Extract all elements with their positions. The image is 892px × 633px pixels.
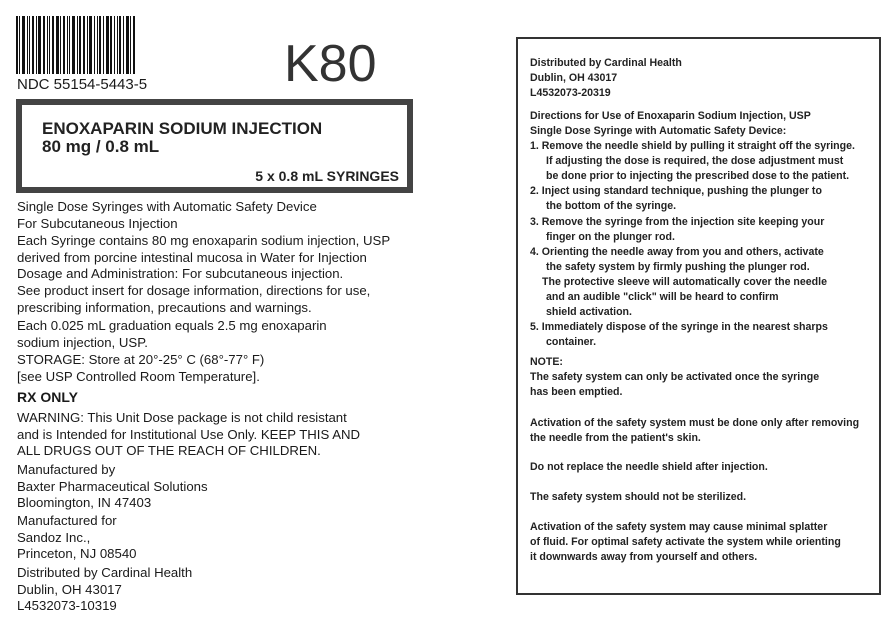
- text-line: shield activation.: [546, 306, 632, 319]
- barcode-bar: [29, 16, 30, 74]
- text-line: Dublin, OH 43017: [530, 72, 618, 85]
- barcode-bar: [133, 16, 135, 74]
- barcode-bar: [89, 16, 92, 74]
- text-line: Dublin, OH 43017: [17, 581, 122, 597]
- text-line: be done prior to injecting the prescribed dose to the patient.: [546, 170, 850, 183]
- barcode-bar: [43, 16, 45, 74]
- text-line: Activation of the safety system must be done only after removing: [530, 417, 860, 429]
- text-line: the safety system by firmly pushing the plunger rod.: [546, 260, 810, 273]
- text-line: Bloomington, IN 47403: [17, 495, 152, 510]
- product-title-box: [16, 99, 413, 193]
- text-line: Manufactured by: [17, 462, 116, 477]
- barcode-bar: [119, 16, 121, 74]
- directions-box: [516, 37, 881, 595]
- text-line: L4532073-10319: [17, 598, 117, 613]
- barcode-bar: [130, 16, 131, 74]
- barcode-bar: [83, 16, 85, 74]
- barcode-bar: [22, 16, 25, 74]
- text-line: STORAGE: Store at 20°-25° C (68°-77° F): [17, 352, 265, 367]
- text-line: Activation of the safety system may cause minimal splatter: [530, 521, 828, 533]
- text-line: it downwards away from yourself and others.: [530, 551, 758, 564]
- text-line: Each 0.025 mL graduation equals 2.5 mg enoxaparin: [17, 318, 327, 333]
- text-line: Princeton, NJ 08540: [17, 546, 137, 561]
- text-line: If adjusting the dose is required, the dose adjustment must: [546, 155, 844, 168]
- barcode-bar: [106, 16, 109, 74]
- text-line: NOTE:: [530, 356, 563, 368]
- text-line: Each Syringe contains 80 mg enoxaparin sodium injection, USP: [17, 233, 391, 248]
- barcode-bar: [117, 16, 118, 74]
- barcode-bar: [56, 16, 59, 74]
- barcode-bar: [114, 16, 115, 74]
- barcode-bar: [69, 16, 70, 74]
- barcode-bar: [67, 16, 68, 74]
- text-line: 5. Immediately dispose of the syringe in the nearest sharps: [530, 321, 828, 334]
- package-size: 5 x 0.8 mL SYRINGES: [255, 168, 399, 184]
- text-line: For Subcutaneous Injection: [17, 215, 178, 231]
- text-line: derived from porcine intestinal mucosa in Water for Injection: [17, 249, 367, 265]
- text-line: of fluid. For optimal safety activate the system while orienting: [530, 536, 841, 549]
- barcode-bar: [36, 16, 37, 74]
- barcode: [16, 16, 159, 74]
- text-line: Single Dose Syringe with Automatic Safety Device:: [530, 125, 787, 138]
- barcode-bar: [79, 16, 81, 74]
- product-code: K80: [284, 35, 377, 93]
- text-line: finger on the plunger rod.: [546, 230, 675, 243]
- text-line: The protective sleeve will automatically cover the needle: [542, 275, 827, 288]
- barcode-bar: [77, 16, 78, 74]
- text-line: 4. Orienting the needle away from you and others, activate: [530, 245, 824, 258]
- barcode-bar: [60, 16, 61, 74]
- product-strength: 80 mg / 0.8 mL: [42, 137, 160, 156]
- text-line: 1. Remove the needle shield by pulling it straight off the syringe.: [530, 140, 855, 152]
- text-line: and is Intended for Institutional Use Only. KEEP THIS AND: [17, 426, 361, 442]
- text-line: prescribing information, precautions and warnings.: [17, 299, 312, 315]
- text-line: WARNING: This Unit Dose package is not child resistant: [17, 410, 347, 425]
- text-line: has been emptied.: [530, 386, 623, 399]
- barcode-bar: [52, 16, 54, 74]
- text-line: the bottom of the syringe.: [546, 200, 677, 213]
- text-line: Dosage and Administration: For subcutaneous injection.: [17, 266, 344, 281]
- barcode-bar: [38, 16, 41, 74]
- barcode-bar: [19, 16, 20, 74]
- barcode-bar: [47, 16, 48, 74]
- text-line: Single Dose Syringes with Automatic Safety Device: [17, 199, 317, 214]
- text-line: Do not replace the needle shield after injection.: [530, 461, 768, 473]
- ndc-number: NDC 55154-5443-5: [17, 76, 148, 93]
- text-line: 2. Inject using standard technique, pushing the plunger to: [530, 185, 822, 198]
- text-line: Distributed by Cardinal Health: [530, 57, 682, 69]
- barcode-bar: [87, 16, 88, 74]
- text-line: [see USP Controlled Room Temperature].: [17, 368, 260, 384]
- text-line: and an audible "click" will be heard to confirm: [546, 291, 779, 303]
- barcode-bar: [27, 16, 28, 74]
- text-line: Baxter Pharmaceutical Solutions: [17, 478, 208, 494]
- barcode-bar: [32, 16, 34, 74]
- text-line: Manufactured for: [17, 513, 117, 528]
- text-line: ALL DRUGS OUT OF THE REACH OF CHILDREN.: [17, 443, 321, 458]
- barcode-bar: [103, 16, 104, 74]
- text-line: Directions for Use of Enoxaparin Sodium Injection, USP: [530, 110, 811, 122]
- text-line: See product insert for dosage information, directions for use,: [17, 283, 371, 298]
- text-line: sodium injection, USP.: [17, 334, 148, 350]
- rx-only: RX ONLY: [17, 389, 78, 405]
- barcode-bar: [126, 16, 129, 74]
- text-line: The safety system can only be activated once the syringe: [530, 371, 820, 384]
- product-name: ENOXAPARIN SODIUM INJECTION: [42, 119, 323, 138]
- text-line: Sandoz Inc.,: [17, 529, 91, 545]
- barcode-bar: [63, 16, 65, 74]
- text-line: the needle from the patient's skin.: [530, 432, 701, 445]
- barcode-bar: [97, 16, 98, 74]
- barcode-bar: [123, 16, 124, 74]
- text-line: L4532073-20319: [530, 87, 611, 100]
- barcode-bar: [94, 16, 95, 74]
- barcode-bar: [16, 16, 18, 74]
- text-line: The safety system should not be sterilized.: [530, 491, 747, 503]
- text-line: Distributed by Cardinal Health: [17, 565, 193, 580]
- barcode-bar: [49, 16, 50, 74]
- text-line: container.: [546, 336, 597, 349]
- barcode-bar: [72, 16, 75, 74]
- text-line: 3. Remove the syringe from the injection site keeping your: [530, 215, 825, 228]
- barcode-bar: [110, 16, 112, 74]
- barcode-bar: [99, 16, 101, 74]
